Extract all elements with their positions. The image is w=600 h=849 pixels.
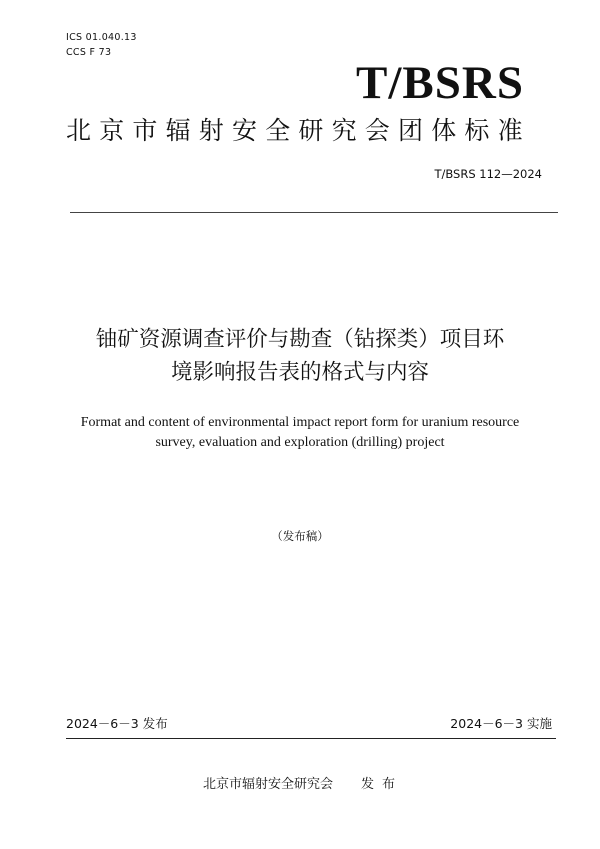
classification-codes <box>66 30 137 60</box>
ics-code: ICS 01.040.13 <box>66 32 137 43</box>
ccs-code: CCS F 73 <box>66 47 112 58</box>
document-title-chinese <box>40 323 560 389</box>
title-en-line-1: Format and content of environmental impact report form for uranium resource <box>80 415 520 430</box>
brand-logo-text: T/BSRS <box>356 57 524 109</box>
publication-date: 2024－6－3 发布 <box>66 716 168 731</box>
header-divider <box>70 212 558 213</box>
title-en-line-2: survey, evaluation and exploration (drilling) project <box>155 435 445 450</box>
title-cn-line-2: 境影响报告表的格式与内容 <box>170 360 429 385</box>
issuer-name: 北京市辐射安全研究会 <box>203 777 334 792</box>
footer-divider <box>66 738 556 739</box>
organization-standard-title: 北京市辐射安全研究会团体标准 <box>66 116 531 145</box>
issuer-line <box>203 776 403 794</box>
document-title-english <box>40 413 560 453</box>
draft-status: （发布稿） <box>271 529 329 543</box>
issuer-verb: 发布 <box>361 777 404 792</box>
standard-number: T/BSRS 112—2024 <box>434 167 542 181</box>
implementation-date: 2024－6－3 实施 <box>450 716 552 731</box>
title-cn-line-1: 铀矿资源调查评价与勘查（钻探类）项目环 <box>95 327 505 352</box>
